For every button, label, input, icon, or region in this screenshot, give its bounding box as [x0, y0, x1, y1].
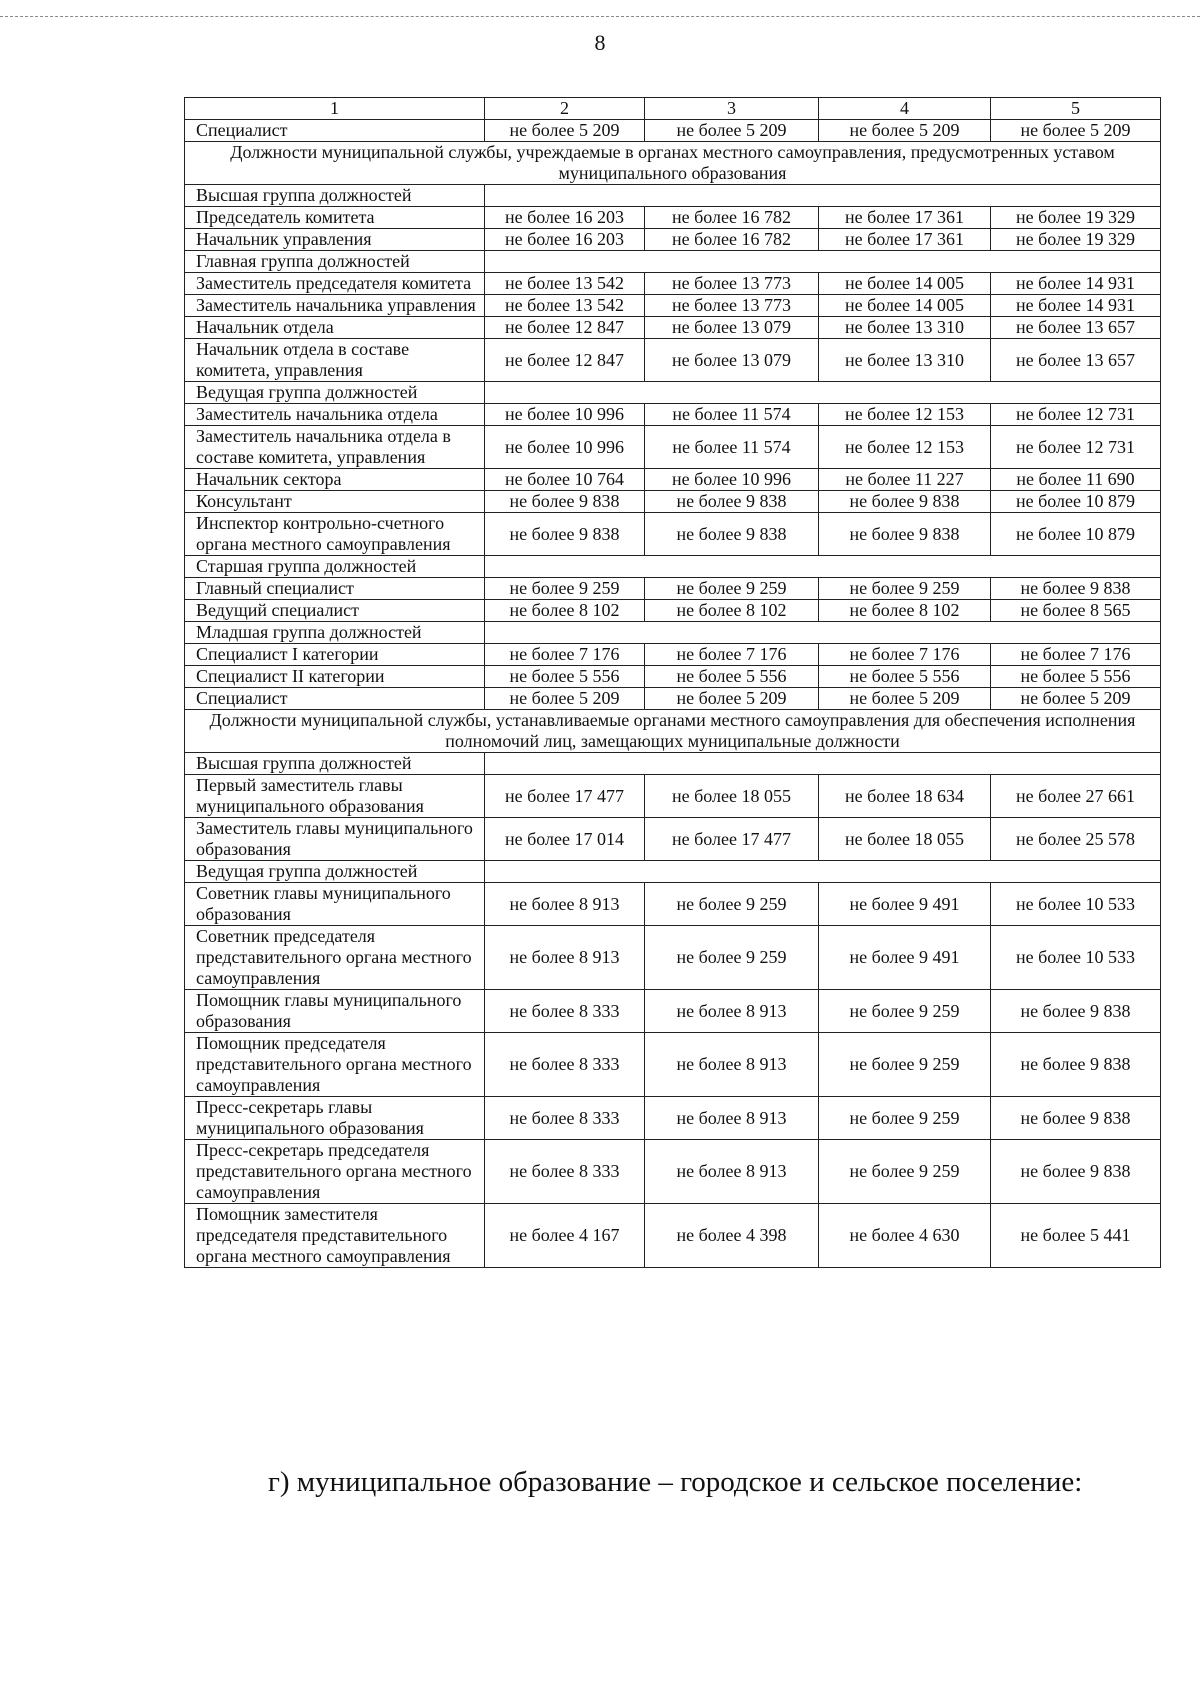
salary-value-cell: не более 7 176: [819, 644, 991, 666]
salary-value-cell: не более 10 879: [991, 491, 1161, 513]
position-name-cell: Советник председателя представительного органа местного самоуправления: [185, 926, 485, 990]
salary-value-cell: не более 18 055: [645, 775, 819, 818]
position-name-cell: Инспектор контрольно-счетного органа местного самоуправления: [185, 513, 485, 556]
group-heading-spacer: [485, 861, 1161, 883]
salary-value-cell: не более 8 102: [819, 600, 991, 622]
position-name-cell: Заместитель начальника управления: [185, 295, 485, 317]
salary-value-cell: не более 5 209: [645, 688, 819, 710]
salary-value-cell: не более 10 533: [991, 883, 1161, 926]
salary-value-cell: не более 5 209: [991, 688, 1161, 710]
group-heading-row: [185, 382, 1161, 404]
salary-table: [184, 97, 1161, 1268]
salary-value-cell: не более 9 838: [645, 513, 819, 556]
salary-value-cell: не более 13 542: [485, 295, 645, 317]
salary-value-cell: не более 8 333: [485, 1097, 645, 1140]
section-heading: Должности муниципальной службы, учреждаемые в органах местного самоуправления, предусмотренных уставом муниципального образования: [185, 142, 1161, 185]
top-scan-rule: [0, 16, 1200, 17]
position-name-cell: Начальник сектора: [185, 469, 485, 491]
table-row: [185, 600, 1161, 622]
salary-value-cell: не более 5 209: [819, 120, 991, 142]
position-name-cell: Заместитель председателя комитета: [185, 273, 485, 295]
salary-value-cell: не более 13 542: [485, 273, 645, 295]
salary-value-cell: не более 9 838: [485, 513, 645, 556]
salary-value-cell: не более 9 838: [819, 513, 991, 556]
salary-value-cell: не более 9 838: [991, 1033, 1161, 1097]
footer-heading: г) муниципальное образование – городское и сельское поселение:: [268, 1466, 1083, 1498]
salary-value-cell: не более 18 634: [819, 775, 991, 818]
table-row: [185, 1140, 1161, 1204]
salary-value-cell: не более 7 176: [645, 644, 819, 666]
group-heading-spacer: [485, 556, 1161, 578]
salary-value-cell: не более 13 310: [819, 317, 991, 339]
group-heading: Высшая группа должностей: [185, 185, 485, 207]
salary-value-cell: не более 16 782: [645, 207, 819, 229]
salary-table-body: [185, 98, 1161, 1268]
salary-value-cell: не более 14 005: [819, 273, 991, 295]
salary-value-cell: не более 8 102: [485, 600, 645, 622]
table-row: [185, 426, 1161, 469]
salary-value-cell: не более 4 167: [485, 1204, 645, 1268]
page-number: 8: [594, 30, 606, 55]
salary-value-cell: не более 10 533: [991, 926, 1161, 990]
header-cell: 3: [645, 98, 819, 120]
position-name-cell: Советник главы муниципального образования: [185, 883, 485, 926]
salary-value-cell: не более 13 657: [991, 339, 1161, 382]
salary-value-cell: не более 10 996: [485, 426, 645, 469]
group-heading-spacer: [485, 382, 1161, 404]
table-row: [185, 775, 1161, 818]
salary-value-cell: не более 14 005: [819, 295, 991, 317]
section-heading-row: [185, 710, 1161, 753]
table-row: [185, 926, 1161, 990]
table-row: [185, 273, 1161, 295]
table-row: [185, 688, 1161, 710]
table-row: [185, 317, 1161, 339]
salary-value-cell: не более 9 259: [819, 990, 991, 1033]
salary-value-cell: не более 11 227: [819, 469, 991, 491]
salary-value-cell: не более 11 574: [645, 426, 819, 469]
salary-value-cell: не более 13 773: [645, 273, 819, 295]
group-heading-row: [185, 622, 1161, 644]
salary-value-cell: не более 27 661: [991, 775, 1161, 818]
position-name-cell: Заместитель главы муниципального образования: [185, 818, 485, 861]
salary-value-cell: не более 18 055: [819, 818, 991, 861]
salary-value-cell: не более 17 477: [485, 775, 645, 818]
table-row: [185, 513, 1161, 556]
position-name-cell: Помощник главы муниципального образования: [185, 990, 485, 1033]
table-row: [185, 1097, 1161, 1140]
position-name-cell: Специалист: [185, 120, 485, 142]
salary-value-cell: не более 10 879: [991, 513, 1161, 556]
position-name-cell: Пресс-секретарь председателя представительного органа местного самоуправления: [185, 1140, 485, 1204]
table-row: [185, 578, 1161, 600]
table-row: [185, 339, 1161, 382]
salary-value-cell: не более 5 556: [485, 666, 645, 688]
salary-value-cell: не более 8 913: [645, 1140, 819, 1204]
salary-value-cell: не более 14 931: [991, 273, 1161, 295]
group-heading: Ведущая группа должностей: [185, 861, 485, 883]
salary-value-cell: не более 8 102: [645, 600, 819, 622]
position-name-cell: Специалист: [185, 688, 485, 710]
group-heading-row: [185, 753, 1161, 775]
salary-value-cell: не более 5 209: [991, 120, 1161, 142]
table-row: [185, 491, 1161, 513]
group-heading-row: [185, 556, 1161, 578]
salary-value-cell: не более 13 773: [645, 295, 819, 317]
salary-value-cell: не более 8 333: [485, 990, 645, 1033]
salary-value-cell: не более 13 079: [645, 339, 819, 382]
table-row: [185, 404, 1161, 426]
salary-value-cell: не более 8 913: [485, 883, 645, 926]
position-name-cell: Консультант: [185, 491, 485, 513]
salary-value-cell: не более 8 913: [645, 990, 819, 1033]
salary-value-cell: не более 13 079: [645, 317, 819, 339]
table-row: [185, 990, 1161, 1033]
salary-value-cell: не более 9 259: [645, 578, 819, 600]
salary-value-cell: не более 10 764: [485, 469, 645, 491]
section-heading-row: [185, 142, 1161, 185]
salary-value-cell: не более 12 731: [991, 404, 1161, 426]
salary-value-cell: не более 9 838: [991, 1097, 1161, 1140]
salary-value-cell: не более 19 329: [991, 207, 1161, 229]
header-cell: 1: [185, 98, 485, 120]
salary-value-cell: не более 5 556: [991, 666, 1161, 688]
position-name-cell: Помощник заместителя председателя представительного органа местного самоуправления: [185, 1204, 485, 1268]
position-name-cell: Ведущий специалист: [185, 600, 485, 622]
group-heading-spacer: [485, 251, 1161, 273]
salary-value-cell: не более 5 209: [485, 120, 645, 142]
salary-value-cell: не более 9 838: [991, 990, 1161, 1033]
table-row: [185, 229, 1161, 251]
salary-value-cell: не более 4 630: [819, 1204, 991, 1268]
salary-value-cell: не более 16 203: [485, 207, 645, 229]
salary-value-cell: не более 12 847: [485, 339, 645, 382]
table-row: [185, 666, 1161, 688]
header-cell: 2: [485, 98, 645, 120]
position-name-cell: Специалист I категории: [185, 644, 485, 666]
table-row: [185, 883, 1161, 926]
group-heading-row: [185, 861, 1161, 883]
salary-value-cell: не более 8 913: [645, 1097, 819, 1140]
salary-value-cell: не более 12 153: [819, 404, 991, 426]
group-heading-spacer: [485, 753, 1161, 775]
salary-value-cell: не более 5 209: [485, 688, 645, 710]
salary-value-cell: не более 8 565: [991, 600, 1161, 622]
salary-value-cell: не более 4 398: [645, 1204, 819, 1268]
salary-value-cell: не более 17 477: [645, 818, 819, 861]
salary-value-cell: не более 12 731: [991, 426, 1161, 469]
header-cell: 5: [991, 98, 1161, 120]
salary-value-cell: не более 10 996: [645, 469, 819, 491]
salary-value-cell: не более 13 310: [819, 339, 991, 382]
salary-value-cell: не более 16 203: [485, 229, 645, 251]
group-heading-spacer: [485, 622, 1161, 644]
salary-value-cell: не более 17 361: [819, 207, 991, 229]
salary-value-cell: не более 5 209: [645, 120, 819, 142]
salary-value-cell: не более 8 913: [645, 1033, 819, 1097]
salary-value-cell: не более 7 176: [485, 644, 645, 666]
salary-value-cell: не более 9 838: [485, 491, 645, 513]
position-name-cell: Первый заместитель главы муниципального образования: [185, 775, 485, 818]
salary-value-cell: не более 17 014: [485, 818, 645, 861]
group-heading: Старшая группа должностей: [185, 556, 485, 578]
position-name-cell: Заместитель начальника отдела в составе комитета, управления: [185, 426, 485, 469]
salary-value-cell: не более 10 996: [485, 404, 645, 426]
salary-value-cell: не более 7 176: [991, 644, 1161, 666]
salary-value-cell: не более 9 838: [991, 1140, 1161, 1204]
salary-value-cell: не более 12 153: [819, 426, 991, 469]
table-row: [185, 1033, 1161, 1097]
salary-value-cell: не более 16 782: [645, 229, 819, 251]
group-heading: Главная группа должностей: [185, 251, 485, 273]
salary-value-cell: не более 8 913: [485, 926, 645, 990]
salary-value-cell: не более 12 847: [485, 317, 645, 339]
table-header-row: [185, 98, 1161, 120]
group-heading: Младшая группа должностей: [185, 622, 485, 644]
section-heading: Должности муниципальной службы, устанавливаемые органами местного самоуправления для обеспечения исполнения полномочий лиц, замещающих муниципальные должности: [185, 710, 1161, 753]
position-name-cell: Помощник председателя представительного органа местного самоуправления: [185, 1033, 485, 1097]
salary-value-cell: не более 5 209: [819, 688, 991, 710]
salary-value-cell: не более 14 931: [991, 295, 1161, 317]
salary-value-cell: не более 9 259: [819, 1140, 991, 1204]
salary-value-cell: не более 5 441: [991, 1204, 1161, 1268]
salary-value-cell: не более 19 329: [991, 229, 1161, 251]
salary-value-cell: не более 8 333: [485, 1140, 645, 1204]
salary-value-cell: не более 9 259: [645, 926, 819, 990]
table-row: [185, 207, 1161, 229]
group-heading-spacer: [485, 185, 1161, 207]
salary-value-cell: не более 8 333: [485, 1033, 645, 1097]
table-row: [185, 295, 1161, 317]
salary-value-cell: не более 17 361: [819, 229, 991, 251]
group-heading-row: [185, 185, 1161, 207]
salary-value-cell: не более 11 574: [645, 404, 819, 426]
salary-value-cell: не более 9 259: [819, 1033, 991, 1097]
salary-value-cell: не более 9 259: [645, 883, 819, 926]
position-name-cell: Начальник отдела в составе комитета, управления: [185, 339, 485, 382]
group-heading: Ведущая группа должностей: [185, 382, 485, 404]
position-name-cell: Заместитель начальника отдела: [185, 404, 485, 426]
salary-value-cell: не более 5 556: [645, 666, 819, 688]
salary-value-cell: не более 9 259: [485, 578, 645, 600]
salary-value-cell: не более 9 838: [991, 578, 1161, 600]
group-heading-row: [185, 251, 1161, 273]
salary-value-cell: не более 11 690: [991, 469, 1161, 491]
salary-value-cell: не более 9 259: [819, 1097, 991, 1140]
salary-value-cell: не более 9 838: [819, 491, 991, 513]
position-name-cell: Начальник управления: [185, 229, 485, 251]
salary-value-cell: не более 13 657: [991, 317, 1161, 339]
position-name-cell: Главный специалист: [185, 578, 485, 600]
position-name-cell: Начальник отдела: [185, 317, 485, 339]
table-row: [185, 469, 1161, 491]
salary-value-cell: не более 25 578: [991, 818, 1161, 861]
position-name-cell: Председатель комитета: [185, 207, 485, 229]
table-row: [185, 1204, 1161, 1268]
salary-value-cell: не более 9 838: [645, 491, 819, 513]
salary-value-cell: не более 9 259: [819, 578, 991, 600]
salary-value-cell: не более 5 556: [819, 666, 991, 688]
group-heading: Высшая группа должностей: [185, 753, 485, 775]
table-row: [185, 818, 1161, 861]
salary-value-cell: не более 9 491: [819, 883, 991, 926]
position-name-cell: Специалист II категории: [185, 666, 485, 688]
table-row: [185, 120, 1161, 142]
salary-value-cell: не более 9 491: [819, 926, 991, 990]
position-name-cell: Пресс-секретарь главы муниципального образования: [185, 1097, 485, 1140]
header-cell: 4: [819, 98, 991, 120]
table-row: [185, 644, 1161, 666]
